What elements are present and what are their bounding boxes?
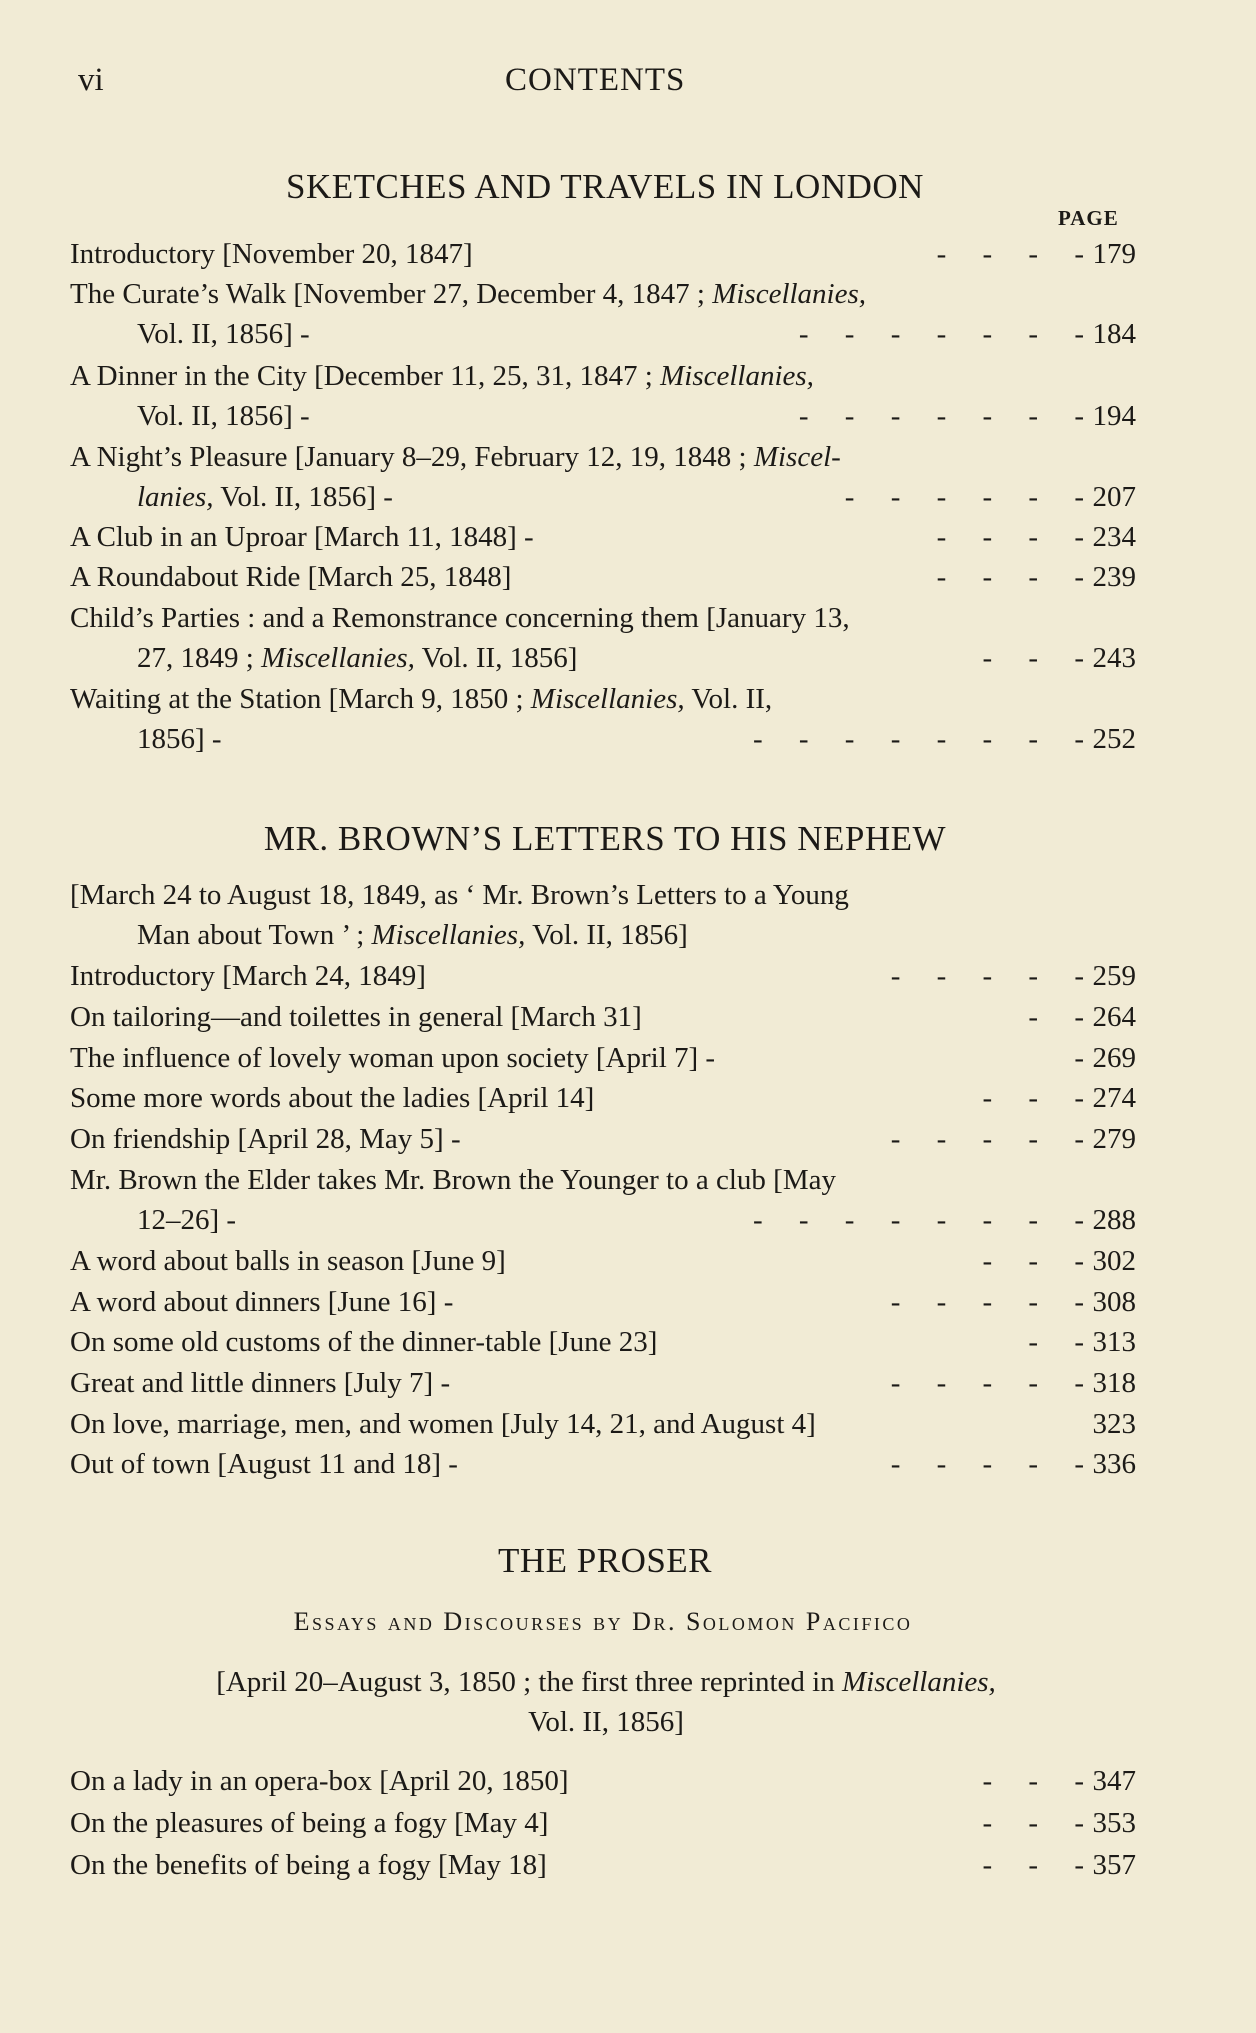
leader-dashes: - - - <box>982 642 1084 674</box>
leader-dashes: - - - <box>982 1849 1084 1881</box>
toc-entry: On tailoring—and toilettes in general [March 31] - - 264 <box>70 997 1136 1037</box>
page-number: 207 <box>1092 481 1136 513</box>
toc-entry: Some more words about the ladies [April 14] - - - 274 <box>70 1078 1136 1118</box>
toc-entry: On friendship [April 28, May 5] - - - - - - 279 <box>70 1119 1136 1159</box>
toc-entry: On the benefits of being a fogy [May 18] - - - 357 <box>70 1845 1136 1885</box>
section-title: MR. BROWN’S LETTERS TO HIS NEPHEW <box>263 819 947 858</box>
leader-dashes: - - - - - <box>890 1286 1084 1318</box>
page-number: 318 <box>1092 1367 1136 1399</box>
leader-dashes: - - - - <box>936 238 1084 270</box>
toc-entry: A Club in an Uproar [March 11, 1848] - - - - - 234 <box>70 517 1136 557</box>
page-number: 259 <box>1092 960 1136 992</box>
leader-dashes: - - - <box>982 1245 1084 1277</box>
page-number: 336 <box>1092 1448 1136 1480</box>
toc-entry: The influence of lovely woman upon society [April 7] - - 269 <box>70 1038 1136 1078</box>
toc-entry-continuation: lanies, Vol. II, 1856] - - - - - - - 207 <box>137 477 1136 517</box>
page-column-label: PAGE <box>1058 206 1119 230</box>
toc-entry: Mr. Brown the Elder takes Mr. Brown the Younger to a club [May <box>70 1164 836 1196</box>
running-head <box>0 62 1256 106</box>
page-number: 239 <box>1092 561 1136 593</box>
leader-dashes: - - - <box>982 1082 1084 1114</box>
toc-entry-continuation: 12–26] - - - - - - - - - 288 <box>137 1200 1136 1240</box>
section-note: [April 20–August 3, 1850 ; the first three reprinted in Miscellanies, <box>216 1666 996 1698</box>
toc-entry: On the pleasures of being a fogy [May 4] - - - 353 <box>70 1803 1136 1843</box>
toc-entry: A Roundabout Ride [March 25, 1848] - - - - 239 <box>70 557 1136 597</box>
page-number: 347 <box>1092 1765 1136 1797</box>
leader-dashes: - - - - - - - <box>798 318 1084 350</box>
section-note: Man about Town ’ ; Miscellanies, Vol. II, 1856] <box>137 919 688 951</box>
leader-dashes: - - - <box>982 1765 1084 1797</box>
leader-dashes: - - - - - <box>890 1123 1084 1155</box>
leader-dashes: - - - - - - - <box>798 400 1084 432</box>
page-number: 252 <box>1092 723 1136 755</box>
running-title: CONTENTS <box>505 62 686 98</box>
leader-dashes: - - - - <box>936 561 1084 593</box>
page-number: 353 <box>1092 1807 1136 1839</box>
page-number: 357 <box>1092 1849 1136 1881</box>
section-title: SKETCHES AND TRAVELS IN LONDON <box>286 167 924 206</box>
leader-dashes: - - - - - <box>890 1367 1084 1399</box>
page-number: 302 <box>1092 1245 1136 1277</box>
page-number: 243 <box>1092 642 1136 674</box>
page-number: 274 <box>1092 1082 1136 1114</box>
page-number: 279 <box>1092 1123 1136 1155</box>
toc-entry: A Night’s Pleasure [January 8–29, February 12, 19, 1848 ; Miscel- <box>70 441 841 473</box>
page-number: 234 <box>1092 521 1136 553</box>
toc-entry: A word about dinners [June 16] - - - - - - 308 <box>70 1282 1136 1322</box>
folio: vi <box>78 62 104 98</box>
leader-dashes: - - <box>1028 1001 1084 1033</box>
page-number: 323 <box>1092 1408 1136 1440</box>
page-number: 194 <box>1092 400 1136 432</box>
toc-entry-continuation: 27, 1849 ; Miscellanies, Vol. II, 1856] - - - 243 <box>137 638 1136 678</box>
toc-entry: Great and little dinners [July 7] - - - - - - 318 <box>70 1363 1136 1403</box>
toc-entry: The Curate’s Walk [November 27, December 4, 1847 ; Miscellanies, <box>70 278 867 310</box>
toc-entry-continuation: Vol. II, 1856] - - - - - - - - 194 <box>137 396 1136 436</box>
leader-dashes: - - - <box>982 1807 1084 1839</box>
leader-dashes: - <box>1074 1042 1084 1074</box>
page-number: 288 <box>1092 1204 1136 1236</box>
toc-entry: Introductory [November 20, 1847] - - - - 179 <box>70 234 1136 274</box>
toc-entry: Introductory [March 24, 1849] - - - - - 259 <box>70 956 1136 996</box>
toc-entry: Waiting at the Station [March 9, 1850 ; Miscellanies, Vol. II, <box>70 683 773 715</box>
section-note: Vol. II, 1856] <box>528 1706 684 1738</box>
section-subtitle: Essays and Discourses by Dr. Solomon Pacifico <box>293 1607 913 1636</box>
page-number: 264 <box>1092 1001 1136 1033</box>
page-number: 308 <box>1092 1286 1136 1318</box>
page-number: 184 <box>1092 318 1136 350</box>
toc-entry: On a lady in an opera-box [April 20, 1850] - - - 347 <box>70 1761 1136 1801</box>
section-note: [March 24 to August 18, 1849, as ‘ Mr. Brown’s Letters to a Young <box>70 879 849 911</box>
leader-dashes: - - - - - - - - <box>752 1204 1084 1236</box>
toc-entry: On some old customs of the dinner-table [June 23] - - 313 <box>70 1322 1136 1362</box>
leader-dashes: - - - - - <box>890 960 1084 992</box>
page-number: 269 <box>1092 1042 1136 1074</box>
toc-entry-continuation: 1856] - - - - - - - - - 252 <box>137 719 1136 759</box>
leader-dashes: - - - - <box>936 521 1084 553</box>
toc-entry-continuation: Vol. II, 1856] - - - - - - - - 184 <box>137 314 1136 354</box>
page-number: 179 <box>1092 238 1136 270</box>
leader-dashes: - - - - - - - - <box>752 723 1084 755</box>
toc-entry: On love, marriage, men, and women [July 14, 21, and August 4] 323 <box>70 1404 1136 1444</box>
toc-entry: A word about balls in season [June 9] - - - 302 <box>70 1241 1136 1281</box>
leader-dashes: - - - - - - <box>844 481 1084 513</box>
leader-dashes: - - - - - <box>890 1448 1084 1480</box>
section-title: THE PROSER <box>497 1541 713 1580</box>
toc-entry: A Dinner in the City [December 11, 25, 31, 1847 ; Miscellanies, <box>70 360 814 392</box>
toc-entry: Out of town [August 11 and 18] - - - - - - 336 <box>70 1444 1136 1484</box>
leader-dashes: - - <box>1028 1326 1084 1358</box>
page-number: 313 <box>1092 1326 1136 1358</box>
toc-entry: Child’s Parties : and a Remonstrance concerning them [January 13, <box>70 602 850 634</box>
